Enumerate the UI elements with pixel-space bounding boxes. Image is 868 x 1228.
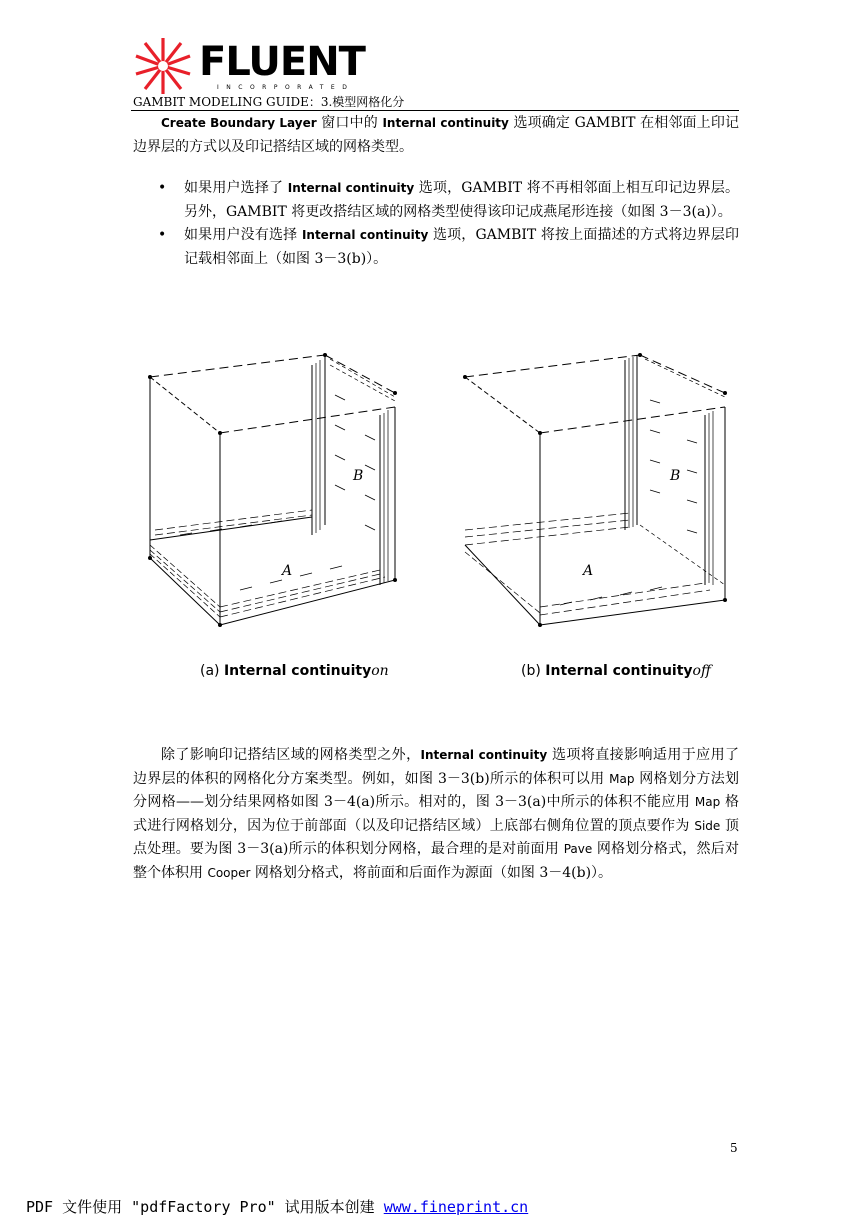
text-run: 选项，GAMBIT 将不再相邻面上相互印记边界层。另外，GAMBIT 将更改搭结区域的网格类型使得该印记成燕尾形连接（如图 3－3(a)）。: [184, 180, 739, 220]
logo-subtitle: INCORPORATED: [217, 84, 355, 91]
caption-keyword: Internal continuity: [545, 663, 693, 679]
running-title: GAMBIT MODELING GUIDE：3.模型网格化分: [133, 95, 405, 109]
caption-b: [521, 663, 711, 679]
caption-suffix: off: [692, 663, 711, 679]
caption-a: [200, 663, 389, 679]
keyword: Cooper: [207, 865, 251, 880]
keyword: Internal continuity: [420, 748, 548, 762]
text-run: 除了影响印记搭结区域的网格类型之外，: [161, 747, 421, 763]
fluent-logo: [133, 38, 365, 96]
keyword: Internal continuity: [382, 116, 509, 130]
header-rule: [131, 110, 739, 111]
bullet-list: [158, 177, 739, 271]
pdf-footer: [26, 1196, 528, 1217]
text-run: 网格划分方法划分网格——划分结果网格如图 3－4(a)所示。相对的，图 3－3(a)中所示的体积不能应用: [133, 770, 739, 810]
caption-keyword: Internal continuity: [223, 663, 372, 679]
caption-suffix: on: [371, 663, 389, 679]
bullet-marker: •: [158, 180, 167, 196]
keyword: Map: [694, 795, 721, 809]
caption-prefix: (a): [200, 663, 224, 679]
caption-prefix: (b): [521, 663, 546, 679]
text-run: 如果用户没有选择: [184, 227, 302, 243]
bullet-item: [158, 224, 739, 271]
fluent-starburst-icon: [133, 36, 193, 96]
figure-boundary-layer: [140, 345, 740, 635]
text-run: 窗口中的: [316, 115, 383, 131]
text-run: 顶点处理。要为图 3－3(a)所示的体积划分网格，最合理的是对前面用: [133, 817, 740, 857]
bullet-item: [158, 177, 739, 224]
bullet-marker: •: [158, 227, 167, 243]
keyword: Internal continuity: [287, 181, 415, 195]
figure-a-label-a: A: [282, 563, 293, 579]
text-run: 如果用户选择了: [184, 180, 288, 196]
logo-wordmark: FLUENT: [199, 39, 365, 85]
keyword: Create Boundary Layer: [161, 116, 317, 130]
keyword: Side: [694, 818, 721, 833]
figure-a-label-b: B: [353, 468, 364, 484]
figure-b-label-a: A: [583, 563, 594, 579]
footer-link[interactable]: www.fineprint.cn: [383, 1198, 529, 1216]
text-run: 格式进行网格划分，因为位于前部面（以及印记搭结区域）上底部右侧角位置的顶点要作为: [133, 794, 739, 834]
footer-text: PDF 文件使用 "pdfFactory Pro" 试用版本创建: [26, 1198, 384, 1216]
text-run: 网格划分格式，将前面和后面作为源面（如图 3－4(b)）。: [250, 864, 613, 881]
text-run: 选项，GAMBIT 将按上面描述的方式将边界层印记载相邻面上（如图 3－3(b)）。: [184, 227, 739, 267]
figure-a: [148, 353, 397, 627]
text-run: 选项确定 GAMBIT 在相邻面上印记边界层的方式以及印记搭结区域的网格类型。: [133, 115, 739, 155]
keyword: Internal continuity: [301, 228, 429, 242]
text-run: 选项将直接影响适用于应用了边界层的体积的网格化分方案类型。例如，如图 3－3(b)所示的体积可以用: [133, 747, 739, 787]
text-run: 网格划分格式，然后对整个体积用: [133, 841, 739, 881]
page-number: 5: [730, 1141, 738, 1155]
figure-b-label-b: B: [670, 468, 681, 484]
intro-paragraph: [133, 112, 739, 159]
keyword: Map: [609, 771, 635, 786]
body-paragraph: [133, 744, 739, 885]
keyword: Pave: [563, 842, 593, 856]
figure-b: [463, 353, 727, 627]
